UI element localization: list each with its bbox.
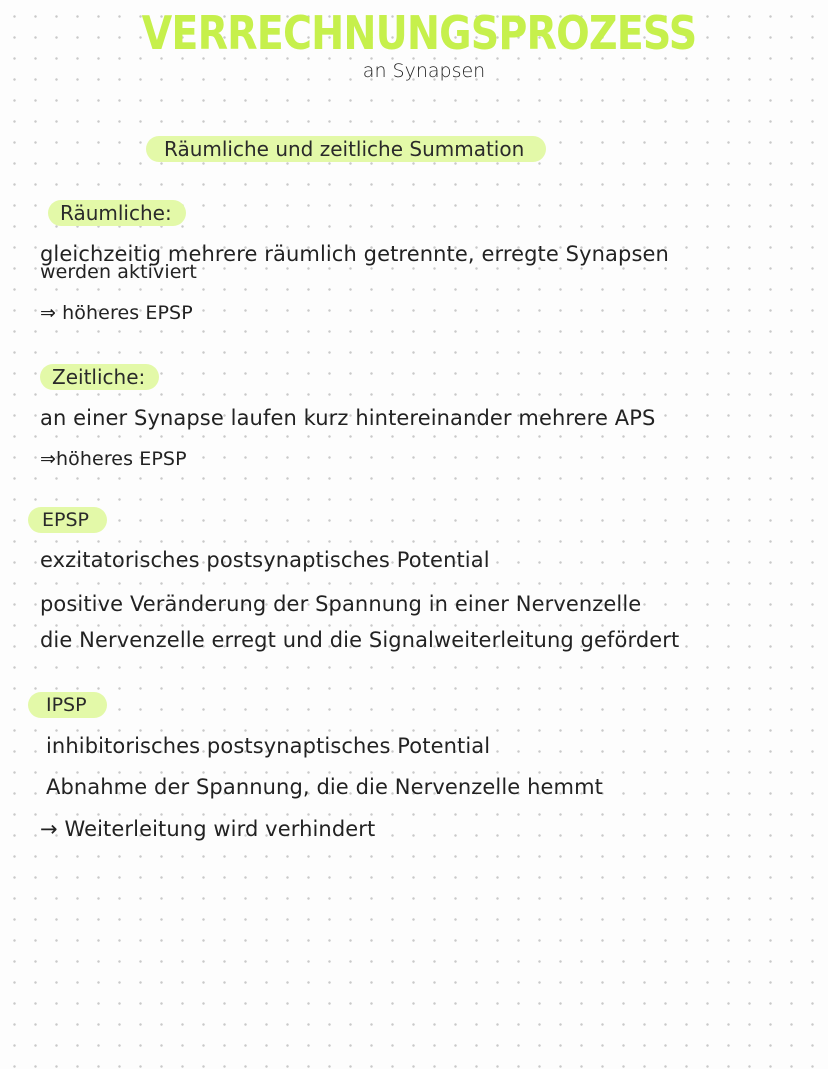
heading-zeitliche: Zeitliche:	[40, 364, 159, 390]
heading-raeumliche: Räumliche:	[48, 200, 186, 226]
zeitliche-result: ⇒höheres EPSP	[40, 448, 187, 470]
raeumliche-line-2: werden aktiviert	[40, 261, 197, 283]
epsp-line-1: exzitatorisches postsynaptisches Potential	[40, 548, 490, 572]
ipsp-line-2: Abnahme der Spannung, die die Nervenzelle hemmt	[46, 775, 603, 799]
raeumliche-line-1: gleichzeitig mehrere räumlich getrennte, erregte Synapsen	[40, 242, 669, 266]
ipsp-line-1: inhibitorisches postsynaptisches Potential	[46, 734, 491, 758]
epsp-line-2: positive Veränderung der Spannung in einer Nervenzelle	[40, 592, 642, 616]
epsp-line-3: die Nervenzelle erregt und die Signalweiterleitung gefördert	[40, 628, 680, 652]
zeitliche-line-1: an einer Synapse laufen kurz hintereinander mehrere APS	[40, 406, 656, 430]
raeumliche-result: ⇒ höheres EPSP	[40, 302, 193, 324]
page-subtitle: an Synapsen	[362, 60, 486, 82]
heading-epsp: EPSP	[28, 507, 107, 533]
heading-ipsp: IPSP	[28, 692, 107, 718]
ipsp-line-3: → Weiterleitung wird verhindert	[40, 817, 376, 841]
page-title: VERRECHNUNGSPROZESS	[141, 6, 697, 60]
heading-summation: Räumliche und zeitliche Summation	[146, 136, 546, 162]
